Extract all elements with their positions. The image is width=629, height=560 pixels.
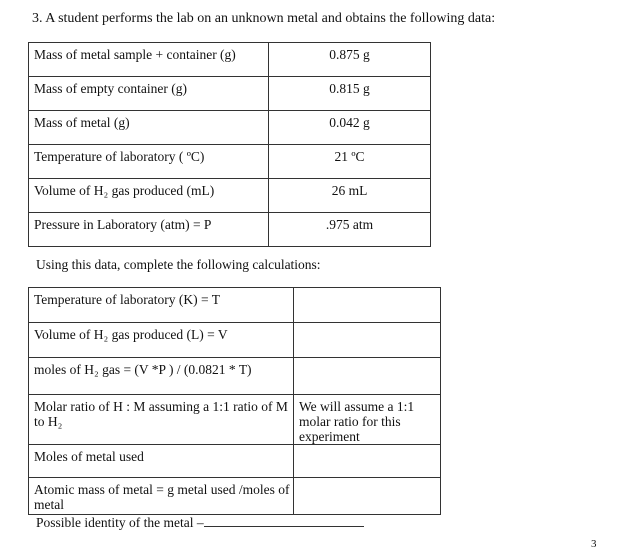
table-row <box>29 478 441 515</box>
row-value: 26 mL <box>269 179 431 213</box>
table-row <box>29 445 441 478</box>
table-row <box>29 323 441 358</box>
calc-label: Moles of metal used <box>29 445 294 478</box>
calc-answer-cell[interactable] <box>294 323 441 358</box>
row-label: Temperature of laboratory ( ºC) <box>29 145 269 179</box>
calc-answer-cell[interactable] <box>294 358 441 395</box>
calc-answer-cell[interactable] <box>294 445 441 478</box>
metal-identity-blank[interactable] <box>204 517 364 527</box>
row-label: Pressure in Laboratory (atm) = P <box>29 213 269 247</box>
row-label: Mass of empty container (g) <box>29 77 269 111</box>
row-value: 0.875 g <box>269 43 431 77</box>
table-row <box>29 288 441 323</box>
table-row <box>29 145 431 179</box>
table-row <box>29 43 431 77</box>
table-row <box>29 111 431 145</box>
page-number: 3 <box>591 538 597 550</box>
calculations-intro: Using this data, complete the following calculations: <box>36 257 321 272</box>
row-label: Mass of metal sample + container (g) <box>29 43 269 77</box>
table-row <box>29 179 431 213</box>
row-label: Volume of H₂ gas produced (mL) <box>29 179 269 213</box>
calc-answer-cell[interactable] <box>294 478 441 515</box>
calculations-table <box>28 287 441 515</box>
calc-label: Atomic mass of metal = g metal used /moles of metal <box>29 478 294 515</box>
metal-identity-label: Possible identity of the metal – <box>36 515 204 530</box>
table-row <box>29 213 431 247</box>
row-value: .975 atm <box>269 213 431 247</box>
row-value: 21 ºC <box>269 145 431 179</box>
row-label: Mass of metal (g) <box>29 111 269 145</box>
calc-label: Volume of H₂ gas produced (L) = V <box>29 323 294 358</box>
row-value: 0.042 g <box>269 111 431 145</box>
table-row <box>29 395 441 445</box>
table-row <box>29 77 431 111</box>
metal-identity-line <box>36 515 364 531</box>
calc-label: moles of H₂ gas = (V *P ) / (0.0821 * T) <box>29 358 294 395</box>
table-row <box>29 358 441 395</box>
calc-answer-cell: We will assume a 1:1 molar ratio for this experiment <box>294 395 441 445</box>
calc-answer-cell[interactable] <box>294 288 441 323</box>
calc-label: Molar ratio of H : M assuming a 1:1 ratio of M to H₂ <box>29 395 294 445</box>
data-table <box>28 42 431 247</box>
question-heading: 3. A student performs the lab on an unknown metal and obtains the following data: <box>32 11 496 26</box>
row-value: 0.815 g <box>269 77 431 111</box>
calc-label: Temperature of laboratory (K) = T <box>29 288 294 323</box>
